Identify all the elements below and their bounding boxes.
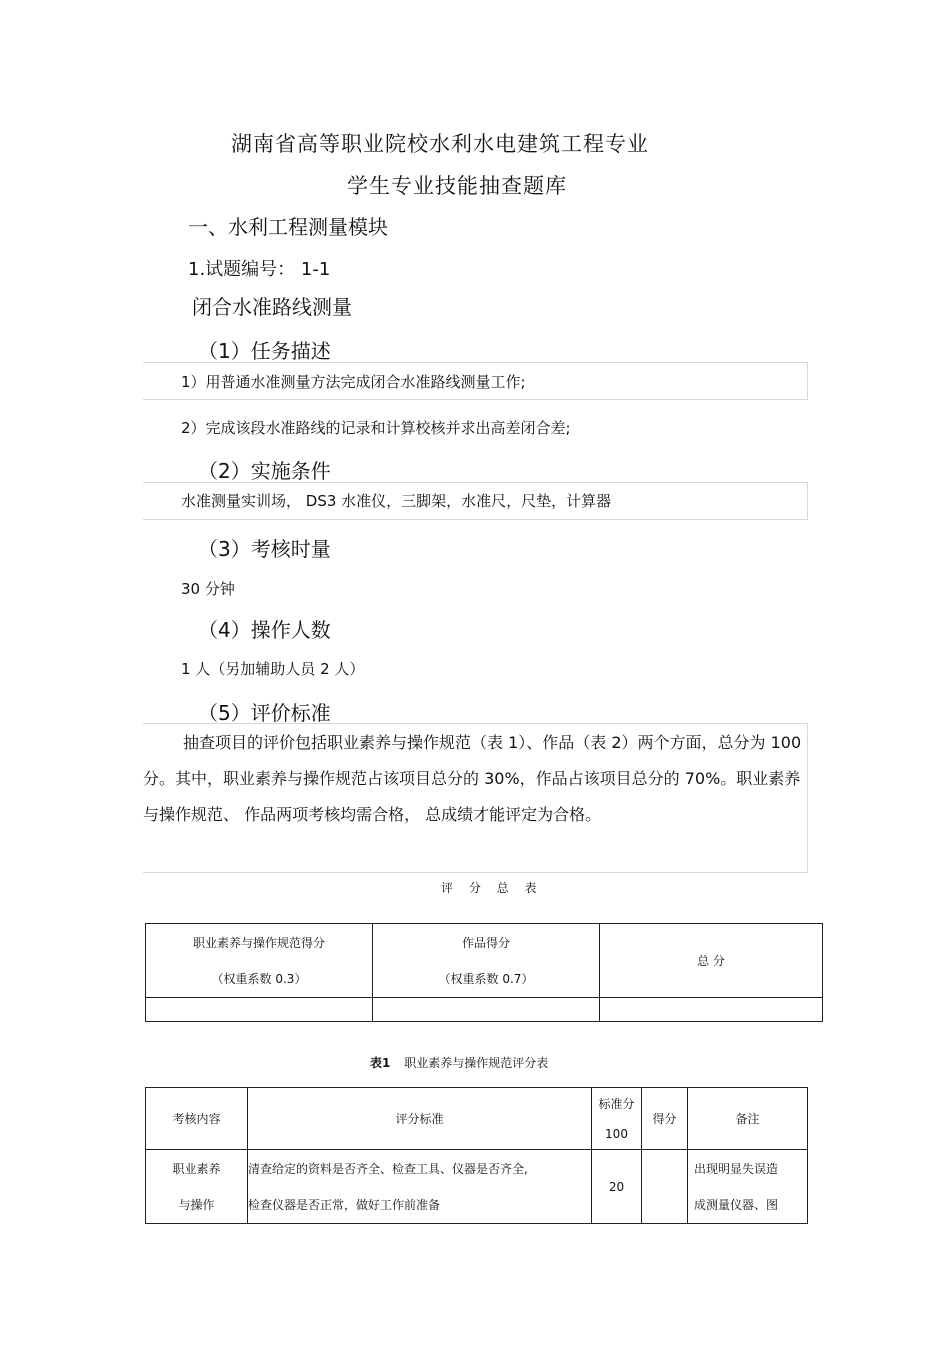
header-content: 考核内容 — [146, 1088, 248, 1150]
summary-table-caption: 评 分 总 表 — [441, 881, 543, 895]
summary-col-product — [373, 924, 600, 998]
section2-heading: （2）实施条件 — [198, 459, 331, 483]
question-number: 1.试题编号： 1-1 — [188, 259, 331, 280]
section4-heading: （4）操作人数 — [198, 618, 331, 642]
row1-criteria-line2: 检查仪器是否正常，做好工作前准备 — [248, 1197, 441, 1212]
row1-criteria — [248, 1150, 592, 1224]
summary-col-product-weight: （权重系数 0.7） — [438, 971, 534, 986]
summary-col-product-label: 作品得分 — [461, 935, 510, 950]
document-title-line1: 湖南省高等职业院校水利水电建筑工程专业 — [231, 132, 649, 156]
header-standard-score — [592, 1088, 642, 1150]
summary-col-professional-weight: （权重系数 0.3） — [211, 971, 307, 986]
document-title-line2: 学生专业技能抽查题库 — [347, 174, 567, 198]
row1-remark-line1: 出现明显失误造 — [694, 1161, 779, 1176]
section3-text: 30 分钟 — [181, 580, 235, 598]
header-standard-label: 标准分 — [598, 1096, 635, 1111]
summary-col-professional-label: 职业素养与操作规范得分 — [192, 935, 325, 950]
row1-content — [146, 1150, 248, 1224]
table1-caption — [370, 1054, 548, 1071]
row1-criteria-line1: 清查给定的资料是否齐全、检查工具、仪器是否齐全, — [248, 1161, 528, 1176]
summary-cell-professional[interactable] — [146, 998, 373, 1022]
row1-content-line1: 职业素养 — [172, 1161, 221, 1176]
summary-col-professional — [146, 924, 373, 998]
section1-heading: （1）任务描述 — [198, 339, 331, 363]
row1-content-line2: 与操作 — [178, 1197, 215, 1212]
module-heading: 一、水利工程测量模块 — [188, 215, 388, 239]
scoring-table-1 — [145, 1087, 808, 1224]
row1-remark — [688, 1150, 808, 1224]
row1-remark-line2: 成测量仪器、图 — [694, 1197, 779, 1212]
section5-heading: （5）评价标准 — [198, 701, 331, 725]
header-criteria: 评分标准 — [248, 1088, 592, 1150]
row1-score[interactable] — [642, 1150, 688, 1224]
summary-table — [145, 923, 823, 1022]
header-remark: 备注 — [688, 1088, 808, 1150]
section1-item1: 1）用普通水准测量方法完成闭合水准路线测量工作; — [181, 373, 526, 391]
section4-text: 1 人（另加辅助人员 2 人） — [181, 660, 365, 678]
section3-heading: （3）考核时量 — [198, 537, 331, 561]
row1-standard: 20 — [592, 1150, 642, 1224]
summary-col-total: 总 分 — [600, 924, 823, 998]
summary-cell-product[interactable] — [373, 998, 600, 1022]
evaluation-paragraph: 抽查项目的评价包括职业素养与操作规范（表 1）、作品（表 2）两个方面，总分为 100 分。其中，职业素养与操作规范占该项目总分的 30%，作品占该项目总分的 70%。职业素养与操作规范、 作品两项考核均需合格， 总成绩才能评定为合格。 — [143, 733, 802, 824]
section1-item2: 2）完成该段水准路线的记录和计算校核并求出高差闭合差; — [181, 419, 571, 437]
header-standard-total: 100 — [605, 1126, 628, 1141]
section2-text: 水准测量实训场， DS3 水准仪，三脚架，水准尺，尺垫，计算器 — [181, 492, 612, 510]
table1-caption-number: 表1 — [370, 1056, 391, 1070]
table1-caption-title: 职业素养与操作规范评分表 — [404, 1056, 549, 1070]
header-score: 得分 — [642, 1088, 688, 1150]
question-name: 闭合水准路线测量 — [192, 295, 352, 319]
summary-cell-total[interactable] — [600, 998, 823, 1022]
